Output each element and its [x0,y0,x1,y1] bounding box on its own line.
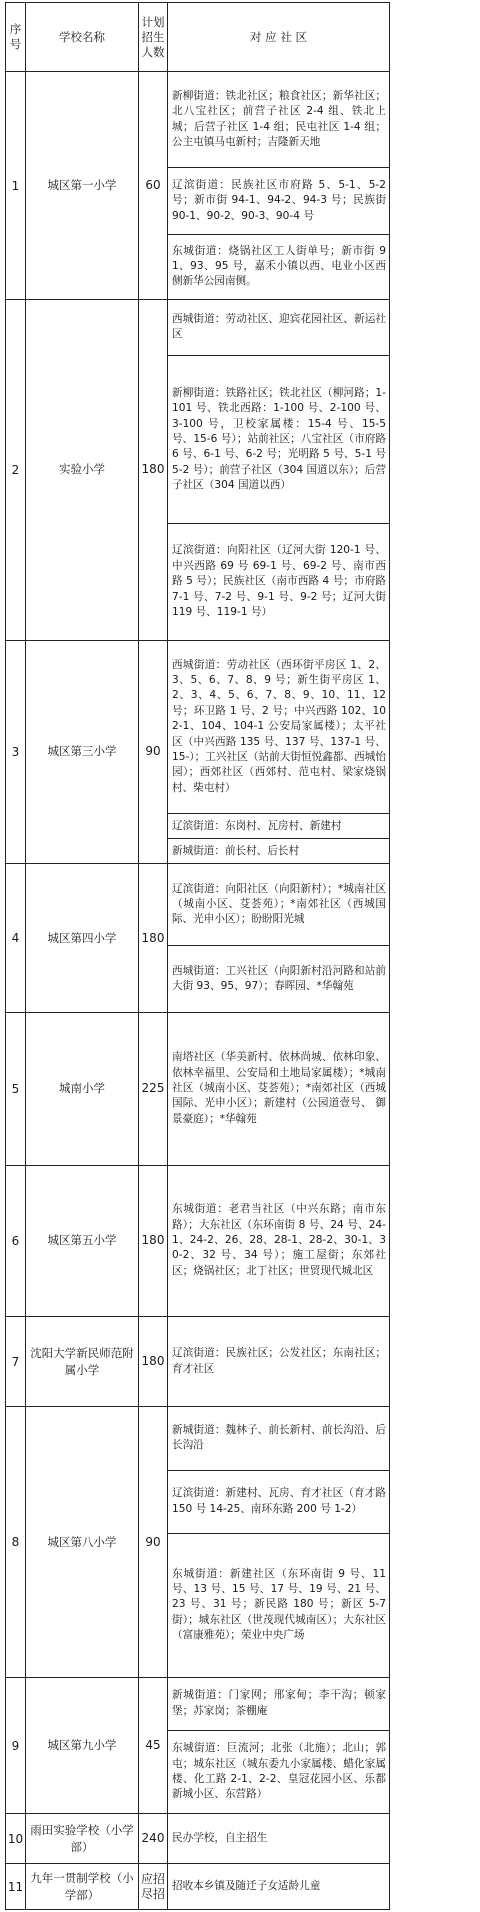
school-name: 雨田实验学校（小学部） [26,1814,139,1864]
plan-count: 90 [139,640,168,864]
community-cell [168,1012,390,1165]
community-text: 西城街道：劳动社区、迎宾花园社区、新运社区 [172,313,386,341]
table-row [6,1864,390,1910]
plan-count: 90 [139,1407,168,1677]
table-row [6,1012,390,1165]
row-seq: 10 [6,1814,26,1864]
community-block [168,355,389,523]
community-block [168,813,389,838]
plan-count: 180 [139,299,168,640]
community-text: 辽滨街道：民族社区；公发社区；东南社区；育才社区 [172,1347,386,1375]
community-stack [168,864,389,1011]
school-name: 城区第八小学 [26,1407,139,1677]
community-cell [168,1864,390,1910]
table-row [6,864,390,1012]
community-text: 西城街道：工兴社区（向阳新村沿河路和站前大街 93、95、97）；春晖园、*华翰苑 [172,964,386,992]
enrollment-table [5,2,390,1910]
community-text: 南塔社区（华美新村、依林尚城、依林印象、依林幸福里、公安局和土地局家属楼）；*城南社区（城南小区、芟荟苑）；*南郊社区（西城国际、光申小区）；新建村（公园道壹号、 御景豪庭）；*华翰苑 [172,1051,386,1125]
header-plan: 计划招生人数 [139,3,168,72]
community-cell [168,1814,390,1864]
community-text: 东城街道：新建社区（东环南街 9 号、11 号、13 号、15 号、17 号、19 号、21 号、23 号、31 号；新民路 180 号；新区 5-7 街）；城东社区（世茂现代城南区）；大东社区（富康雅苑）；荣业中央广场 [172,1567,386,1642]
community-cell [168,299,390,640]
community-cell [168,1316,390,1407]
community-block [168,864,389,945]
community-stack [168,72,389,298]
plan-count: 60 [139,72,168,299]
community-stack [168,1407,389,1676]
row-seq: 9 [6,1677,26,1813]
community-cell [168,1407,390,1677]
table-row [6,1165,390,1316]
community-stack [168,1013,389,1165]
row-seq: 7 [6,1316,26,1407]
community-text: 辽滨街道：向阳社区（辽河大街 120-1 号、中兴西路 69 号 69-1 号、69-2 号、南市西路 5 号）；民族社区（南市西路 4 号；市府路 7-1 号、7-2 号、9-1 号、9-2 号；辽河大街 119 号、119-1 号） [172,544,386,618]
community-text: 新城街道：魏林子、前长新村、前长沟沿、后长沟沿 [172,1424,386,1452]
row-seq: 3 [6,640,26,864]
community-text: 民办学校，自主招生 [172,1832,268,1845]
plan-count: 180 [139,1165,168,1316]
school-name: 城区第三小学 [26,640,139,864]
community-block [168,523,389,640]
community-stack [168,300,389,640]
table-body [6,3,390,1910]
row-seq: 11 [6,1864,26,1910]
plan-count: 180 [139,864,168,1012]
school-name: 九年一贯制学校（小学部） [26,1864,139,1910]
school-name: 城南小学 [26,1012,139,1165]
community-block [168,641,389,814]
community-block [168,1678,389,1730]
community-text: 新柳街道：铁北社区；粮食社区；新华社区；北八宝社区；前营子社区 2-4 组、铁北上城；后营子社区 1-4 组；民屯社区 1-4 组；公主屯镇马屯新村；吉隆新天地 [172,90,386,149]
community-block [168,1013,389,1165]
header-row [6,3,390,72]
community-text: 东城街道：巨流河；北张（北施）；北山；郭屯；城东社区（城东委九小家属楼、蜡化家属楼、化工路 2-1、2-2、皇冠花园小区、乐都新城小区、东营路） [172,1742,386,1801]
community-block [168,72,389,167]
table-row [6,640,390,864]
community-block [168,167,389,233]
community-text: 辽滨街道：新建村、瓦房、育才社区（育才路 150 号 14-25、南环东路 200 号 1-2） [172,1487,386,1515]
row-seq: 5 [6,1012,26,1165]
community-cell [168,640,390,864]
table-row [6,72,390,299]
community-block [168,300,389,356]
community-block [168,1533,389,1677]
table-row [6,299,390,640]
community-text: 西城街道：劳动社区（西环街平房区 1、2、3、5、6、7、8、9 号；新生街平房区 1、2、3、4、5、6、7、8、9、10、11、12 号；环卫路 1 号、2 号；中兴西路 102、102-1、104、104-1 公安局家属楼）；太平社区（中兴西路 135 号、137 号、137-1 号、15-）；工兴社区（站前大街恒悦鑫都、西城怡园）；西郊社区（西郊村、范屯村、梁家烧锅村、柴屯村） [172,658,386,794]
community-block [168,1864,389,1909]
school-name: 城区第四小学 [26,864,139,1012]
community-stack [168,1864,389,1909]
plan-count: 180 [139,1316,168,1407]
plan-count: 240 [139,1814,168,1864]
header-school: 学校名称 [26,3,139,72]
community-text: 东城街道：烧锅社区工人街单号；新市街 91、93、95 号，嘉禾小镇以西、电业小区西侧新华公园南侧。 [172,244,386,288]
community-block [168,1166,389,1316]
row-seq: 8 [6,1407,26,1677]
row-seq: 1 [6,72,26,299]
table-row [6,1677,390,1813]
plan-count: 225 [139,1012,168,1165]
row-seq: 6 [6,1165,26,1316]
plan-count: 45 [139,1677,168,1813]
table-row [6,1407,390,1677]
community-text: 东城街道：老君当社区（中兴东路；南市东路）；大东社区（东环南街 8 号、24 号、24-1、24-2、26、28、28-1、28-2、30-1、30-2、32 号、34 号）；施工屋街；东郊社区；烧锅社区；北丁社区；世贸现代城北区 [172,1203,386,1277]
community-block [168,1730,389,1814]
school-name: 城区第五小学 [26,1165,139,1316]
row-seq: 2 [6,299,26,640]
school-name: 城区第一小学 [26,72,139,299]
community-block [168,1470,389,1533]
community-block [168,1407,389,1469]
community-text: 新柳街道：铁路社区；铁北社区（柳河路；1-101 号、铁北西路：1-100 号、2-100 号、3-100 号，卫校家属楼：15-4 号、15-5 号、15-6 号）；站前社区；八宝社区（市府路 6 号、6-1 号、6-2 号；光明路 5 号、5-1 号 5-2 号）；前营子社区（304 国道以东）；后营子社区（304 国道以西） [172,386,386,492]
community-stack [168,1678,389,1813]
community-block [168,1317,389,1407]
school-name: 实验小学 [26,299,139,640]
community-text: 招收本乡镇及随迁子女适龄儿童 [172,1880,321,1893]
community-text: 新城街道：门家网；邢家甸；李干沟；顿家堡；苏家岗；茶棚庵 [172,1689,386,1717]
header-community: 对 应 社 区 [168,3,390,72]
table-row [6,1814,390,1864]
community-block [168,945,389,1011]
row-seq: 4 [6,864,26,1012]
community-stack [168,1814,389,1863]
header-seq: 序号 [6,3,26,72]
community-block [168,838,389,863]
community-block [168,234,389,299]
school-name: 沈阳大学新民师范附属小学 [26,1316,139,1407]
community-cell [168,72,390,299]
community-text: 新城街道：前长村、后长村 [172,844,300,857]
table-row [6,1316,390,1407]
community-cell [168,1165,390,1316]
community-text: 辽滨街道：东岗村、瓦房村、新建村 [172,819,342,832]
community-cell [168,864,390,1012]
community-stack [168,1317,389,1407]
plan-count: 应招尽招 [139,1864,168,1910]
school-name: 城区第九小学 [26,1677,139,1813]
community-text: 辽滨街道：向阳社区（向阳新村）；*城南社区（城南小区、芟荟苑）；*南郊社区（西城国际、光申小区）；盼盼阳光城 [172,882,386,926]
community-stack [168,1166,389,1316]
community-text: 辽滨街道：民族社区市府路 5、5-1、5-2 号；新市街 94-1、94-2、94-3 号；民族街 90-1、90-2、90-3、90-4 号 [172,178,386,222]
community-cell [168,1677,390,1813]
community-block [168,1814,389,1863]
community-stack [168,641,389,864]
